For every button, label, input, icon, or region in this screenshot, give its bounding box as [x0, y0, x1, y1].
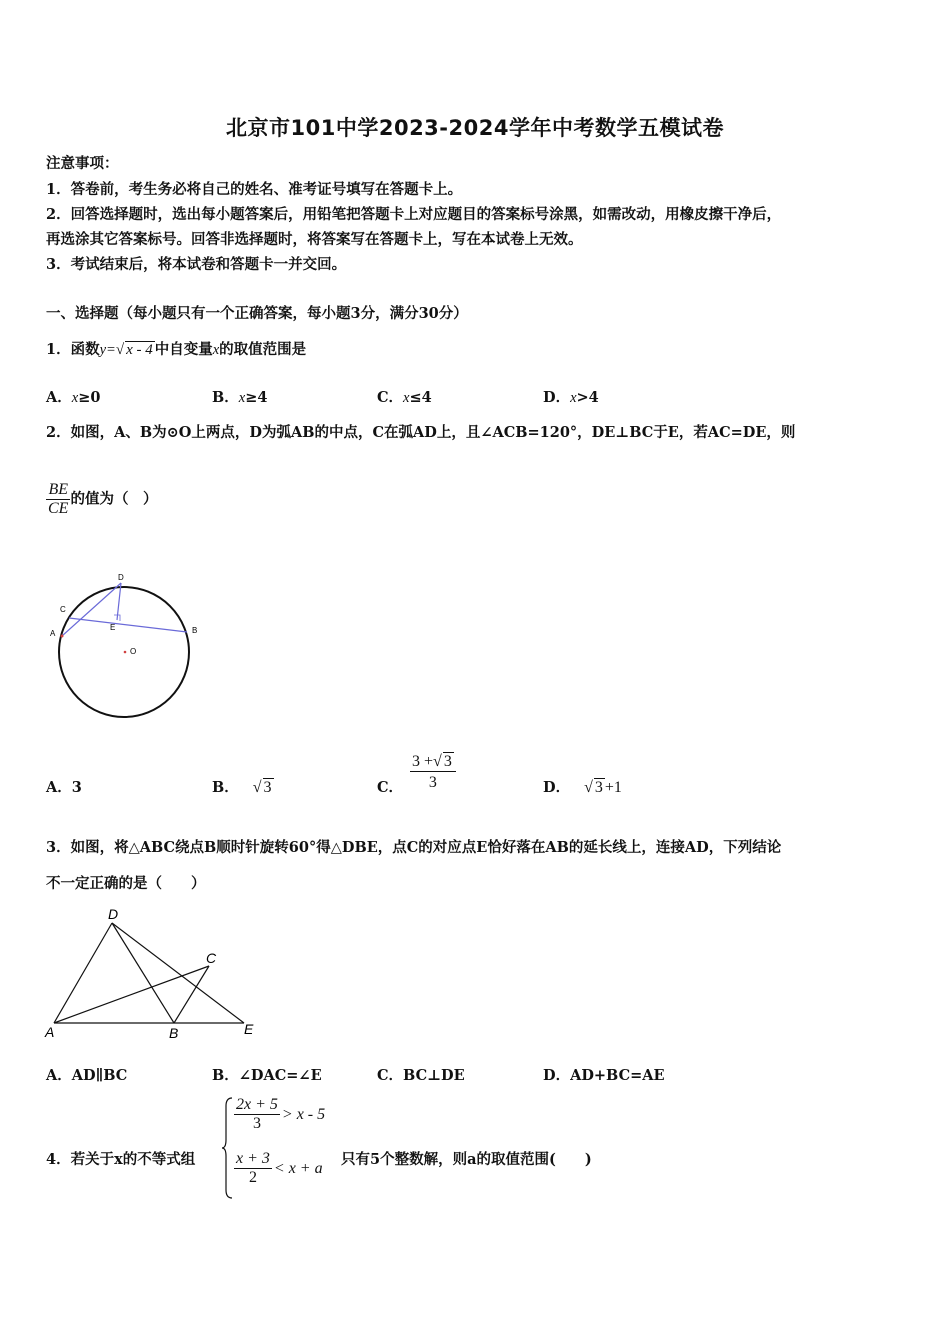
q1-sqrt: √ x - 4 — [115, 342, 153, 358]
q4-inequality-1: $\frac{2x + 5}{3}$ > x - 5 — [236, 1096, 326, 1132]
label-e: E — [110, 623, 116, 632]
label-o: O — [130, 647, 137, 656]
segment-de — [117, 583, 121, 620]
q3-option-d[interactable]: D．AD+BC=AE — [543, 1067, 665, 1084]
q2-option-a[interactable]: A．3 — [46, 779, 82, 796]
point-o — [124, 651, 127, 654]
q4-inequality-2: $\frac{x + 3}{2}$ < x + a — [236, 1150, 323, 1186]
segment-ad — [54, 923, 112, 1023]
q3-option-a[interactable]: A．AD∥BC — [46, 1067, 128, 1084]
page-title: 北京市101中学2023-2024学年中考数学五模试卷 — [226, 116, 724, 140]
q3-triangle-figure — [44, 906, 262, 1044]
q1-y: y= — [99, 342, 116, 358]
q4-suffix: 只有5个整数解，则a的取值范围( ) — [341, 1151, 592, 1168]
notice-item: 3．考试结束后，将本试卷和答题卡一并交回。 — [46, 256, 347, 273]
notice-item: 再选涂其它答案标号。回答非选择题时，将答案写在答题卡上，写在本试卷上无效。 — [46, 231, 583, 248]
q2-option-c[interactable]: $\frac{3 +√ 3}{3}$ — [410, 752, 456, 792]
question-3-line1: 3．如图，将△ABC绕点B顺时针旋转60°得△DBE，点C的对应点E恰好落在AB的延长线上，连接AD，下列结论 — [46, 839, 782, 856]
label-a: A — [50, 629, 56, 638]
label-c: C — [60, 605, 66, 614]
q4-brace — [222, 1096, 234, 1200]
question-1 — [46, 338, 306, 359]
question-3-line2: 不一定正确的是（ ） — [46, 875, 206, 892]
q1-option-b[interactable]: B．x≥4 — [212, 389, 268, 406]
point-a — [61, 635, 64, 638]
q1-prefix: 1．函数 — [46, 341, 100, 358]
q3-option-b[interactable]: B．∠DAC=∠E — [212, 1067, 322, 1084]
label-c: C — [206, 950, 217, 966]
label-b: B — [169, 1025, 179, 1041]
q1-suffix-a: 中自变量 — [154, 341, 213, 358]
notice-heading: 注意事项： — [46, 155, 119, 172]
q2-circle-figure — [40, 568, 210, 728]
segment-de — [112, 923, 244, 1023]
q2-fraction: $\frac{BE}{CE}$ — [48, 481, 69, 517]
q2-option-b[interactable]: B． √ 3 — [212, 779, 272, 796]
q1-option-a[interactable]: A．x≥0 — [46, 389, 101, 406]
notice-item: 2．回答选择题时，选出每小题答案后，用铅笔把答题卡上对应题目的答案标号涂黑，如需改动，用橡皮擦干净后， — [46, 206, 782, 223]
question-2: 2．如图，A、B为⊙O上两点，D为弧AB的中点，C在弧AD上，且∠ACB=120°，DE⊥BC于E，若AC=DE，则 — [46, 424, 796, 441]
q2-option-c-label[interactable]: C． — [377, 779, 404, 796]
q1-suffix-b: 的取值范围是 — [219, 341, 307, 358]
label-a: A — [45, 1024, 55, 1040]
segment-db — [112, 923, 174, 1023]
q2-option-d[interactable]: D． √ 3 +1 — [543, 779, 622, 796]
label-d: D — [118, 573, 124, 582]
q4-prefix: 4．若关于x的不等式组 — [46, 1151, 196, 1168]
q2-fraction-suffix: 的值为（ ） — [70, 490, 158, 508]
section-heading: 一、选择题（每小题只有一个正确答案，每小题3分，满分30分） — [46, 305, 468, 322]
label-d: D — [108, 906, 119, 922]
q1-option-c[interactable]: C．x≤4 — [377, 389, 432, 406]
label-b: B — [192, 626, 198, 635]
q1-var: x — [212, 342, 220, 358]
notice-item: 1．答卷前，考生务必将自己的姓名、准考证号填写在答题卡上。 — [46, 181, 463, 198]
q1-option-d[interactable]: D．x>4 — [543, 389, 599, 406]
label-e: E — [244, 1021, 254, 1037]
segment-cb — [69, 618, 187, 632]
q3-option-c[interactable]: C．BC⊥DE — [377, 1067, 465, 1084]
segment-ac — [54, 966, 209, 1023]
q2-fraction-line — [46, 481, 157, 518]
